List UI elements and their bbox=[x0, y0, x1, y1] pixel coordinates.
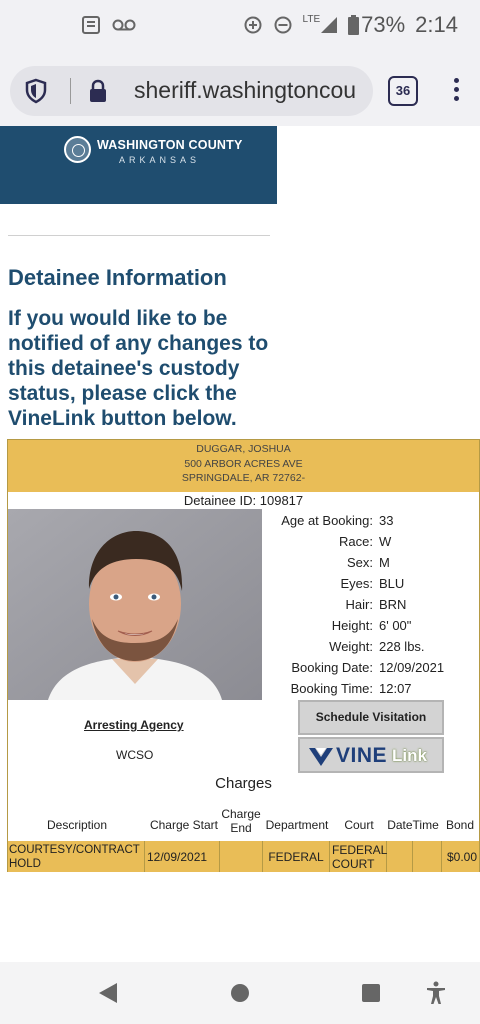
shield-icon[interactable] bbox=[24, 78, 48, 104]
cell-description-line1: COURTESY/CONTRACT bbox=[9, 843, 140, 856]
divider bbox=[8, 235, 270, 236]
clock: 2:14 bbox=[415, 12, 458, 37]
cell-court-line1: FEDERAL bbox=[332, 842, 388, 857]
cell-charge-start: 12/09/2021 bbox=[145, 841, 220, 872]
vinelink-notice: If you would like to be notified of any changes to this detainee's custody status, please click the VineLink button below. bbox=[8, 307, 269, 430]
vinelink-button[interactable] bbox=[298, 737, 444, 773]
back-icon[interactable] bbox=[97, 982, 119, 1004]
arresting-agency-value: WCSO bbox=[116, 748, 154, 762]
detail-label: Weight: bbox=[329, 639, 373, 654]
cell-spacer bbox=[413, 841, 442, 872]
header-description: Description bbox=[46, 818, 108, 832]
cell-bond: $0.00 bbox=[446, 849, 477, 864]
county-banner[interactable] bbox=[0, 126, 277, 204]
detainee-id bbox=[8, 493, 479, 508]
tab-count-button[interactable]: 36 bbox=[388, 76, 418, 106]
cell-court bbox=[330, 841, 387, 872]
county-seal-icon bbox=[64, 136, 91, 163]
header-bond: Bond bbox=[445, 818, 475, 832]
header-datetime: DateTime bbox=[387, 818, 439, 832]
vine-logo-icon bbox=[308, 746, 334, 768]
signal-icon bbox=[320, 16, 338, 34]
link-wordmark: Link bbox=[392, 746, 427, 765]
header-court: Court bbox=[344, 818, 374, 832]
detail-value: BRN bbox=[379, 597, 407, 612]
detail-row bbox=[263, 552, 479, 573]
lock-icon[interactable] bbox=[86, 78, 110, 104]
detail-value: M bbox=[379, 555, 390, 570]
detail-value: 228 lbs. bbox=[379, 639, 425, 654]
battery-percent: 73% bbox=[361, 12, 406, 37]
header-charge-end-line1: Charge bbox=[221, 807, 261, 821]
detail-row bbox=[263, 678, 479, 699]
url-field[interactable] bbox=[10, 66, 373, 116]
charges-table-row bbox=[8, 841, 479, 872]
detail-row bbox=[263, 615, 479, 636]
voicemail-icon bbox=[112, 18, 136, 32]
detail-value: 33 bbox=[379, 513, 394, 528]
detainee-address-block bbox=[8, 440, 479, 492]
detail-label: Height: bbox=[331, 618, 373, 633]
browser-toolbar bbox=[0, 56, 480, 126]
menu-kebab-icon[interactable] bbox=[448, 78, 464, 108]
detainee-details bbox=[263, 510, 479, 699]
detainee-photo bbox=[8, 509, 262, 700]
battery-icon bbox=[348, 15, 359, 35]
message-icon bbox=[82, 16, 100, 34]
detail-label: Hair: bbox=[345, 597, 373, 612]
detail-label: Eyes: bbox=[340, 576, 373, 591]
detail-row bbox=[263, 636, 479, 657]
detail-label: Age at Booking: bbox=[281, 513, 373, 528]
detail-value: W bbox=[379, 534, 392, 549]
android-nav-bar bbox=[0, 962, 480, 1024]
cell-department: FEDERAL bbox=[263, 841, 330, 872]
header-charge-start: Charge Start bbox=[149, 818, 219, 832]
detail-label: Race: bbox=[339, 534, 373, 549]
detail-value: 6' 00" bbox=[379, 618, 412, 633]
charges-title: Charges bbox=[215, 775, 272, 792]
cell-charge-end bbox=[220, 841, 263, 872]
cell-datetime bbox=[387, 841, 413, 872]
status-bar bbox=[0, 0, 480, 56]
detail-value: 12/09/2021 bbox=[379, 660, 445, 675]
cell-description bbox=[8, 841, 145, 872]
header-department: Department bbox=[265, 818, 329, 832]
detainee-name: DUGGAR, JOSHUA bbox=[196, 443, 291, 455]
banner-state: ARKANSAS bbox=[119, 155, 201, 165]
cell-description-line2: HOLD bbox=[9, 857, 41, 870]
arresting-agency-label: Arresting Agency bbox=[84, 718, 184, 732]
url-divider bbox=[70, 78, 71, 104]
detail-label: Booking Date: bbox=[291, 660, 373, 675]
detail-label: Booking Time: bbox=[290, 681, 373, 696]
header-charge-end-line2: End bbox=[230, 821, 252, 835]
detail-row bbox=[263, 594, 479, 615]
recents-icon[interactable] bbox=[361, 983, 381, 1003]
detainee-card bbox=[7, 439, 480, 872]
detail-value: BLU bbox=[379, 576, 405, 591]
detail-value: 12:07 bbox=[379, 681, 412, 696]
data-saver-icon bbox=[243, 15, 263, 35]
detail-row bbox=[263, 531, 479, 552]
detainee-id-value: 109817 bbox=[259, 493, 304, 508]
charges-table-header bbox=[8, 808, 479, 840]
detail-row bbox=[263, 657, 479, 678]
banner-county: WASHINGTON COUNTY bbox=[97, 138, 243, 152]
detainee-address-line2: SPRINGDALE, AR 72762- bbox=[181, 472, 306, 484]
home-icon[interactable] bbox=[230, 983, 250, 1003]
header-charge-end bbox=[218, 807, 264, 835]
dnd-icon bbox=[273, 15, 293, 35]
detail-row bbox=[263, 510, 479, 531]
url-text[interactable]: sheriff.washingtoncou bbox=[134, 77, 357, 103]
accessibility-icon[interactable] bbox=[425, 981, 447, 1005]
vine-wordmark: VINE bbox=[336, 744, 388, 767]
detail-label: Sex: bbox=[346, 555, 373, 570]
detainee-address-line1: 500 ARBOR ACRES AVE bbox=[184, 457, 303, 470]
page-title: Detainee Information bbox=[8, 265, 227, 290]
schedule-visitation-button[interactable]: Schedule Visitation bbox=[298, 700, 444, 735]
detail-row bbox=[263, 573, 479, 594]
detainee-id-label: Detainee ID: bbox=[183, 493, 257, 508]
network-label: LTE bbox=[302, 13, 321, 25]
cell-court-line2: COURT bbox=[332, 856, 375, 871]
